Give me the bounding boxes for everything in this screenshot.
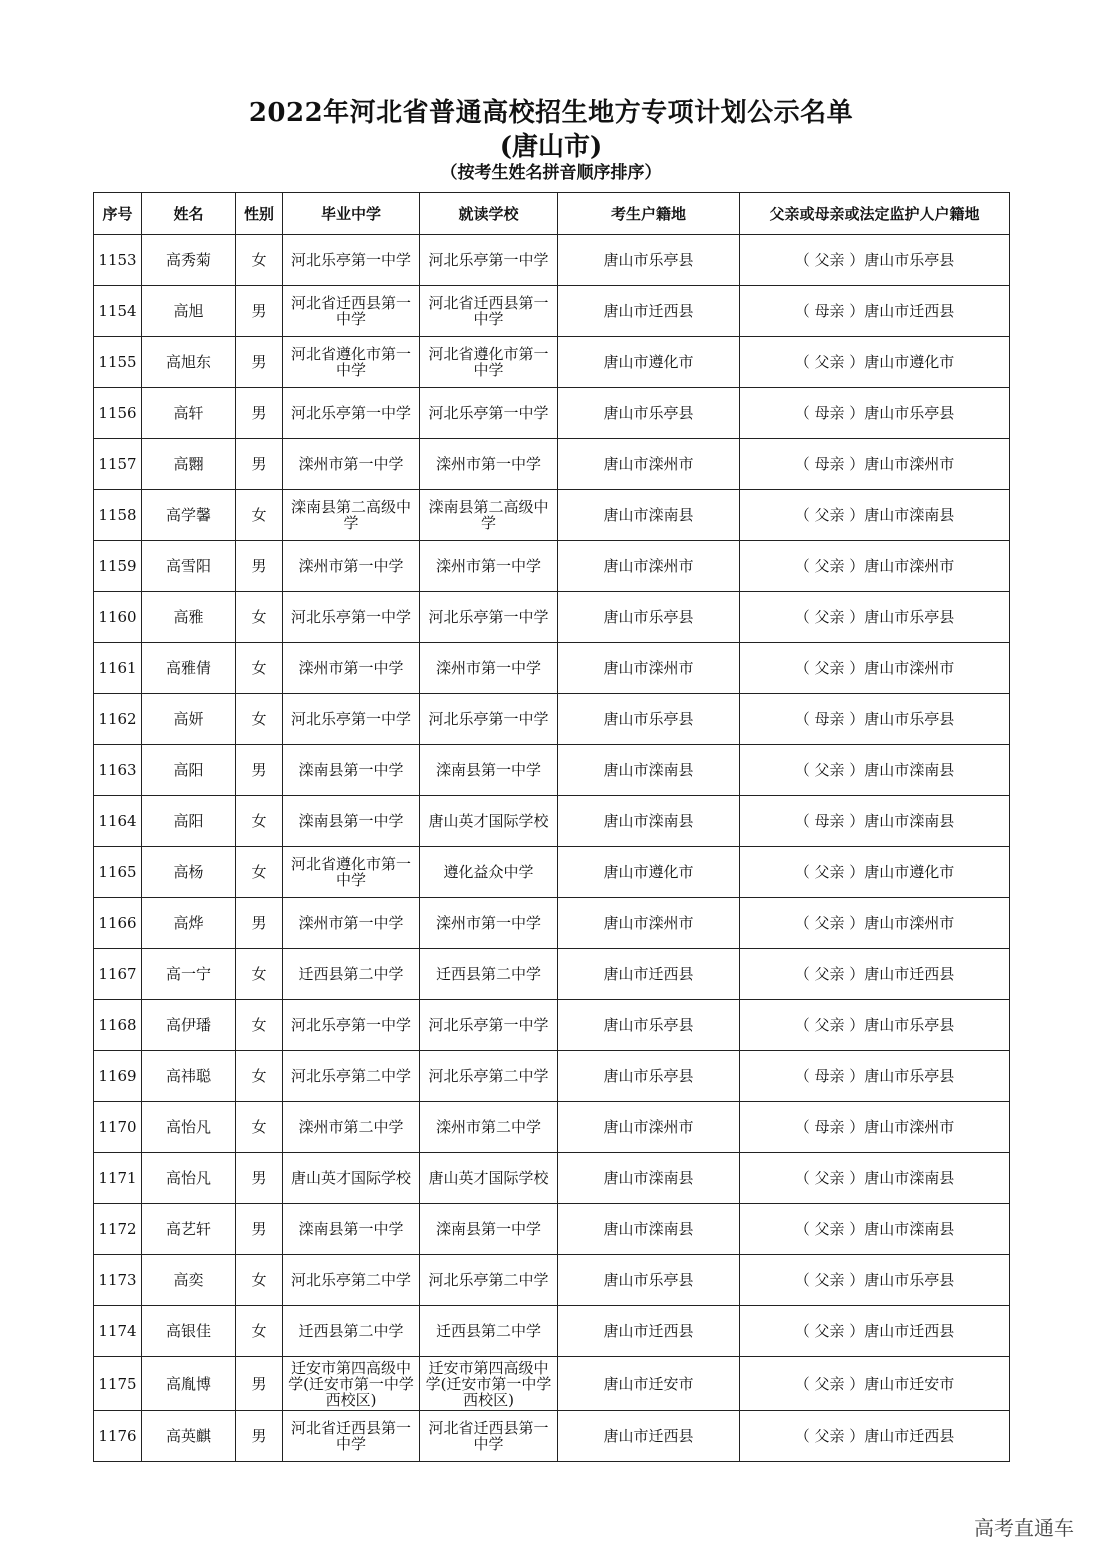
cell-gender: 男 <box>236 1153 283 1204</box>
cell-household-registration: 唐山市乐亭县 <box>558 388 740 439</box>
cell-current-school: 滦州市第一中学 <box>420 439 558 490</box>
cell-current-school: 河北乐亭第二中学 <box>420 1051 558 1102</box>
cell-guardian-registration: （ 父亲 ）唐山市乐亭县 <box>740 592 1010 643</box>
cell-gender: 男 <box>236 286 283 337</box>
cell-gender: 女 <box>236 490 283 541</box>
watermark: 高考直通车 <box>974 1516 1074 1540</box>
cell-graduation-school: 迁安市第四高级中学(迁安市第一中学西校区) <box>283 1357 420 1411</box>
cell-guardian-registration: （ 父亲 ）唐山市滦州市 <box>740 541 1010 592</box>
cell-guardian-registration: （ 父亲 ）唐山市滦州市 <box>740 898 1010 949</box>
cell-current-school: 遵化益众中学 <box>420 847 558 898</box>
cell-guardian-registration: （ 父亲 ）唐山市滦南县 <box>740 745 1010 796</box>
cell-guardian-registration: （ 父亲 ）唐山市滦州市 <box>740 643 1010 694</box>
cell-graduation-school: 河北乐亭第一中学 <box>283 1000 420 1051</box>
cell-name: 高秀菊 <box>142 235 236 286</box>
cell-household-registration: 唐山市迁安市 <box>558 1357 740 1411</box>
cell-gender: 男 <box>236 745 283 796</box>
cell-household-registration: 唐山市迁西县 <box>558 1411 740 1462</box>
cell-serial: 1176 <box>94 1411 142 1462</box>
cell-guardian-registration: （ 父亲 ）唐山市迁西县 <box>740 949 1010 1000</box>
table-row <box>94 847 1010 898</box>
cell-current-school: 河北省迁西县第一中学 <box>420 1411 558 1462</box>
cell-graduation-school: 河北乐亭第一中学 <box>283 235 420 286</box>
cell-serial: 1160 <box>94 592 142 643</box>
cell-serial: 1169 <box>94 1051 142 1102</box>
cell-name: 高杨 <box>142 847 236 898</box>
cell-serial: 1172 <box>94 1204 142 1255</box>
table-row <box>94 592 1010 643</box>
cell-gender: 女 <box>236 847 283 898</box>
cell-household-registration: 唐山市乐亭县 <box>558 1051 740 1102</box>
cell-serial: 1170 <box>94 1102 142 1153</box>
cell-graduation-school: 滦南县第一中学 <box>283 745 420 796</box>
cell-gender: 男 <box>236 439 283 490</box>
cell-gender: 女 <box>236 694 283 745</box>
cell-current-school: 河北乐亭第一中学 <box>420 592 558 643</box>
admission-list-table <box>93 192 1010 1462</box>
cell-serial: 1156 <box>94 388 142 439</box>
cell-serial: 1159 <box>94 541 142 592</box>
cell-current-school: 滦州市第一中学 <box>420 541 558 592</box>
cell-gender: 男 <box>236 388 283 439</box>
cell-household-registration: 唐山市滦州市 <box>558 541 740 592</box>
cell-household-registration: 唐山市滦州市 <box>558 898 740 949</box>
cell-name: 高雪阳 <box>142 541 236 592</box>
document-title: 2022年河北省普通高校招生地方专项计划公示名单 <box>248 98 854 128</box>
cell-current-school: 唐山英才国际学校 <box>420 1153 558 1204</box>
cell-graduation-school: 滦州市第二中学 <box>283 1102 420 1153</box>
cell-current-school: 河北乐亭第一中学 <box>420 235 558 286</box>
cell-serial: 1162 <box>94 694 142 745</box>
cell-gender: 男 <box>236 1411 283 1462</box>
table-row <box>94 541 1010 592</box>
cell-graduation-school: 迁西县第二中学 <box>283 1306 420 1357</box>
cell-serial: 1153 <box>94 235 142 286</box>
cell-guardian-registration: （ 父亲 ）唐山市乐亭县 <box>740 1255 1010 1306</box>
cell-serial: 1166 <box>94 898 142 949</box>
table-row <box>94 439 1010 490</box>
cell-current-school: 河北乐亭第二中学 <box>420 1255 558 1306</box>
cell-gender: 女 <box>236 796 283 847</box>
header-guardian-registration: 父亲或母亲或法定监护人户籍地 <box>740 193 1010 235</box>
cell-graduation-school: 河北省迁西县第一中学 <box>283 286 420 337</box>
cell-gender: 女 <box>236 1000 283 1051</box>
cell-graduation-school: 滦南县第一中学 <box>283 1204 420 1255</box>
cell-household-registration: 唐山市滦南县 <box>558 490 740 541</box>
cell-name: 高烨 <box>142 898 236 949</box>
cell-current-school: 滦州市第一中学 <box>420 643 558 694</box>
cell-serial: 1158 <box>94 490 142 541</box>
cell-graduation-school: 滦南县第一中学 <box>283 796 420 847</box>
table-row <box>94 1411 1010 1462</box>
cell-name: 高阳 <box>142 796 236 847</box>
cell-household-registration: 唐山市遵化市 <box>558 847 740 898</box>
cell-name: 高学馨 <box>142 490 236 541</box>
table-row <box>94 1255 1010 1306</box>
cell-guardian-registration: （ 父亲 ）唐山市迁西县 <box>740 1411 1010 1462</box>
cell-gender: 女 <box>236 1102 283 1153</box>
table-row <box>94 694 1010 745</box>
table-row <box>94 643 1010 694</box>
cell-guardian-registration: （ 母亲 ）唐山市乐亭县 <box>740 1051 1010 1102</box>
cell-graduation-school: 河北乐亭第二中学 <box>283 1255 420 1306</box>
cell-gender: 女 <box>236 643 283 694</box>
cell-gender: 女 <box>236 235 283 286</box>
table-row <box>94 337 1010 388</box>
cell-gender: 男 <box>236 337 283 388</box>
cell-household-registration: 唐山市滦南县 <box>558 1153 740 1204</box>
cell-name: 高奕 <box>142 1255 236 1306</box>
cell-serial: 1175 <box>94 1357 142 1411</box>
cell-guardian-registration: （ 父亲 ）唐山市遵化市 <box>740 337 1010 388</box>
table-row <box>94 949 1010 1000</box>
table-row <box>94 796 1010 847</box>
cell-current-school: 河北乐亭第一中学 <box>420 694 558 745</box>
cell-serial: 1163 <box>94 745 142 796</box>
cell-name: 高艺轩 <box>142 1204 236 1255</box>
cell-graduation-school: 滦州市第一中学 <box>283 643 420 694</box>
table-header-row <box>94 193 1010 235</box>
cell-guardian-registration: （ 父亲 ）唐山市滦南县 <box>740 1204 1010 1255</box>
cell-household-registration: 唐山市滦州市 <box>558 643 740 694</box>
cell-name: 高英麒 <box>142 1411 236 1462</box>
cell-household-registration: 唐山市乐亭县 <box>558 235 740 286</box>
document-subtitle-city: (唐山市) <box>499 132 603 162</box>
cell-household-registration: 唐山市乐亭县 <box>558 1000 740 1051</box>
table-row <box>94 1153 1010 1204</box>
cell-name: 高雅 <box>142 592 236 643</box>
header-gender: 性别 <box>236 193 283 235</box>
cell-serial: 1155 <box>94 337 142 388</box>
cell-household-registration: 唐山市滦南县 <box>558 796 740 847</box>
cell-household-registration: 唐山市滦南县 <box>558 745 740 796</box>
cell-graduation-school: 河北乐亭第二中学 <box>283 1051 420 1102</box>
cell-current-school: 迁安市第四高级中学(迁安市第一中学西校区) <box>420 1357 558 1411</box>
cell-household-registration: 唐山市遵化市 <box>558 337 740 388</box>
table-row <box>94 490 1010 541</box>
cell-gender: 男 <box>236 1357 283 1411</box>
cell-serial: 1168 <box>94 1000 142 1051</box>
cell-current-school: 滦南县第一中学 <box>420 745 558 796</box>
cell-name: 高一宁 <box>142 949 236 1000</box>
cell-name: 高翾 <box>142 439 236 490</box>
cell-serial: 1167 <box>94 949 142 1000</box>
cell-graduation-school: 滦南县第二高级中学 <box>283 490 420 541</box>
cell-serial: 1164 <box>94 796 142 847</box>
cell-graduation-school: 河北乐亭第一中学 <box>283 694 420 745</box>
cell-serial: 1154 <box>94 286 142 337</box>
header-serial: 序号 <box>94 193 142 235</box>
cell-guardian-registration: （ 父亲 ）唐山市滦南县 <box>740 490 1010 541</box>
cell-current-school: 滦州市第二中学 <box>420 1102 558 1153</box>
cell-graduation-school: 河北省遵化市第一中学 <box>283 337 420 388</box>
table-row <box>94 1357 1010 1411</box>
cell-name: 高妍 <box>142 694 236 745</box>
cell-household-registration: 唐山市乐亭县 <box>558 592 740 643</box>
cell-current-school: 滦南县第二高级中学 <box>420 490 558 541</box>
cell-guardian-registration: （ 父亲 ）唐山市迁安市 <box>740 1357 1010 1411</box>
cell-current-school: 迁西县第二中学 <box>420 1306 558 1357</box>
cell-household-registration: 唐山市迁西县 <box>558 949 740 1000</box>
cell-name: 高怡凡 <box>142 1102 236 1153</box>
cell-name: 高轩 <box>142 388 236 439</box>
cell-household-registration: 唐山市乐亭县 <box>558 1255 740 1306</box>
cell-current-school: 迁西县第二中学 <box>420 949 558 1000</box>
table-body <box>94 235 1010 1462</box>
cell-current-school: 河北乐亭第一中学 <box>420 388 558 439</box>
cell-name: 高旭 <box>142 286 236 337</box>
cell-graduation-school: 河北省遵化市第一中学 <box>283 847 420 898</box>
cell-name: 高胤博 <box>142 1357 236 1411</box>
cell-guardian-registration: （ 母亲 ）唐山市滦州市 <box>740 1102 1010 1153</box>
cell-guardian-registration: （ 父亲 ）唐山市乐亭县 <box>740 1000 1010 1051</box>
cell-current-school: 河北省迁西县第一中学 <box>420 286 558 337</box>
cell-graduation-school: 河北省迁西县第一中学 <box>283 1411 420 1462</box>
cell-current-school: 河北省遵化市第一中学 <box>420 337 558 388</box>
cell-name: 高祎聪 <box>142 1051 236 1102</box>
table-row <box>94 1306 1010 1357</box>
cell-serial: 1173 <box>94 1255 142 1306</box>
document-subtitle-sort-note: （按考生姓名拼音顺序排序） <box>440 163 662 183</box>
cell-name: 高阳 <box>142 745 236 796</box>
header-name: 姓名 <box>142 193 236 235</box>
header-graduation-school: 毕业中学 <box>283 193 420 235</box>
cell-graduation-school: 滦州市第一中学 <box>283 541 420 592</box>
cell-gender: 女 <box>236 1051 283 1102</box>
cell-graduation-school: 滦州市第一中学 <box>283 898 420 949</box>
cell-gender: 女 <box>236 949 283 1000</box>
cell-name: 高银佳 <box>142 1306 236 1357</box>
cell-current-school: 滦南县第一中学 <box>420 1204 558 1255</box>
cell-household-registration: 唐山市滦南县 <box>558 1204 740 1255</box>
table-row <box>94 235 1010 286</box>
cell-household-registration: 唐山市迁西县 <box>558 286 740 337</box>
table-row <box>94 286 1010 337</box>
cell-guardian-registration: （ 母亲 ）唐山市滦南县 <box>740 796 1010 847</box>
cell-gender: 男 <box>236 898 283 949</box>
cell-guardian-registration: （ 母亲 ）唐山市滦州市 <box>740 439 1010 490</box>
table-row <box>94 1204 1010 1255</box>
table-row <box>94 1000 1010 1051</box>
cell-current-school: 滦州市第一中学 <box>420 898 558 949</box>
cell-gender: 女 <box>236 1306 283 1357</box>
cell-guardian-registration: （ 母亲 ）唐山市乐亭县 <box>740 388 1010 439</box>
cell-graduation-school: 迁西县第二中学 <box>283 949 420 1000</box>
cell-household-registration: 唐山市乐亭县 <box>558 694 740 745</box>
cell-guardian-registration: （ 父亲 ）唐山市遵化市 <box>740 847 1010 898</box>
cell-name: 高伊璠 <box>142 1000 236 1051</box>
cell-household-registration: 唐山市迁西县 <box>558 1306 740 1357</box>
cell-current-school: 河北乐亭第一中学 <box>420 1000 558 1051</box>
cell-serial: 1174 <box>94 1306 142 1357</box>
table-row <box>94 745 1010 796</box>
cell-graduation-school: 滦州市第一中学 <box>283 439 420 490</box>
cell-gender: 男 <box>236 1204 283 1255</box>
cell-household-registration: 唐山市滦州市 <box>558 439 740 490</box>
cell-graduation-school: 唐山英才国际学校 <box>283 1153 420 1204</box>
cell-serial: 1161 <box>94 643 142 694</box>
cell-name: 高雅倩 <box>142 643 236 694</box>
cell-serial: 1165 <box>94 847 142 898</box>
table-row <box>94 1051 1010 1102</box>
cell-serial: 1157 <box>94 439 142 490</box>
cell-name: 高旭东 <box>142 337 236 388</box>
cell-guardian-registration: （ 母亲 ）唐山市迁西县 <box>740 286 1010 337</box>
cell-name: 高怡凡 <box>142 1153 236 1204</box>
cell-serial: 1171 <box>94 1153 142 1204</box>
header-current-school: 就读学校 <box>420 193 558 235</box>
cell-guardian-registration: （ 父亲 ）唐山市滦南县 <box>740 1153 1010 1204</box>
cell-household-registration: 唐山市滦州市 <box>558 1102 740 1153</box>
cell-current-school: 唐山英才国际学校 <box>420 796 558 847</box>
cell-gender: 女 <box>236 592 283 643</box>
cell-guardian-registration: （ 父亲 ）唐山市乐亭县 <box>740 235 1010 286</box>
cell-guardian-registration: （ 父亲 ）唐山市迁西县 <box>740 1306 1010 1357</box>
table-row <box>94 388 1010 439</box>
header-household-registration: 考生户籍地 <box>558 193 740 235</box>
cell-gender: 女 <box>236 1255 283 1306</box>
cell-gender: 男 <box>236 541 283 592</box>
table-row <box>94 1102 1010 1153</box>
cell-graduation-school: 河北乐亭第一中学 <box>283 388 420 439</box>
cell-guardian-registration: （ 母亲 ）唐山市乐亭县 <box>740 694 1010 745</box>
table-row <box>94 898 1010 949</box>
cell-graduation-school: 河北乐亭第一中学 <box>283 592 420 643</box>
